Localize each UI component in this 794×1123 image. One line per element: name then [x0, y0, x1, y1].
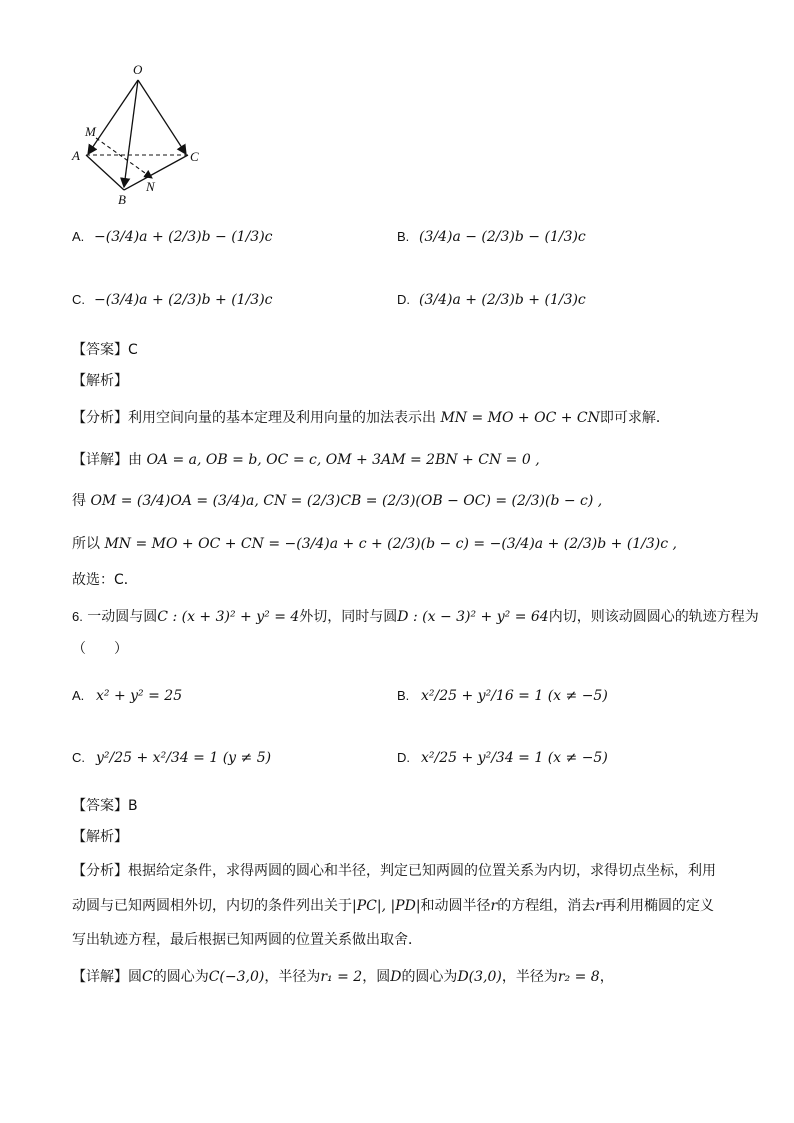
q6-detail-r2a: ，半径为 [501, 969, 558, 985]
q6-detail-r1: r₁ = 2 [320, 969, 363, 985]
q6-option-d-label: D. [397, 750, 410, 765]
q6-number: 6. [72, 609, 83, 624]
q6-option-c-label: C. [72, 750, 85, 765]
q6-fenxi-line3: 写出轨迹方程，最后根据已知两圆的位置关系做出取舍． [72, 932, 422, 948]
q6-fenxi-line2-formula: |PC|, |PD| [352, 898, 421, 914]
q5-fenxi-tag: 【分析】 [72, 410, 128, 426]
q5-option-b-label: B. [397, 229, 410, 244]
q6-stem-line1 [72, 606, 759, 626]
q6-detail-r1a: ，半径为 [264, 969, 321, 985]
edge-OC [138, 80, 186, 154]
q6-detail-d: D [390, 969, 402, 985]
tetrahedron-figure [66, 58, 216, 208]
q5-detail-line3-a: 所以 [72, 536, 100, 552]
q5-detail-line1 [72, 449, 540, 469]
q5-fenxi [72, 407, 670, 427]
q6-fenxi-line2 [72, 895, 714, 915]
q6-fenxi-line2-r: r [490, 898, 498, 914]
q5-analysis-tag: 【解析】 [72, 373, 128, 389]
q6-detail-c: C [142, 969, 153, 985]
q6-option-c-expr: y²/25 + x²/34 = 1 (y ≠ 5) [96, 750, 272, 766]
q6-detail-d1: ，圆 [362, 969, 391, 985]
q6-option-b-label: B. [397, 688, 410, 703]
q6-detail-d2: 的圆心为 [401, 969, 458, 985]
q5-option-b-expr: (3/4)a − (2/3)b − (1/3)c [419, 229, 586, 245]
q6-fenxi-line2-r2: r [595, 898, 602, 914]
q6-detail-tag: 【详解】 [72, 969, 128, 985]
q5-detail-tag: 【详解】 [72, 452, 128, 468]
q5-fenxi-formula: MN = MO + OC + CN [440, 410, 600, 426]
q6-detail-cc: C(−3,0) [208, 969, 265, 985]
label-A: A [72, 148, 80, 163]
q6-answer-value: B [128, 798, 138, 814]
tetrahedron-diagram [66, 58, 216, 208]
q5-detail-line3-formula: MN = MO + OC + CN = −(3/4)a + c + (2/3)(b − c) = −(3/4)a + (2/3)b + (1/3)c , [104, 536, 678, 552]
q6-fenxi-line2-d: 再利用椭圆的定义 [601, 898, 714, 914]
q6-option-b-expr: x²/25 + y²/16 = 1 (x ≠ −5) [421, 688, 608, 704]
q6-detail-a: 圆 [128, 969, 142, 985]
q6-stem-a: 一动圆与圆 [87, 609, 158, 625]
label-O: O [133, 62, 143, 77]
q6-option-a-label: A. [72, 688, 85, 703]
q5-option-c-label: C. [72, 292, 85, 307]
q6-detail-b: 的圆心为 [152, 969, 209, 985]
q5-choose: 故选：C． [72, 572, 138, 588]
q6-stem-b: 外切，同时与圆 [299, 609, 398, 625]
q6-detail-line [72, 966, 614, 986]
q6-stem-c: 内切，则该动圆圆心的轨迹方程为 [548, 609, 759, 625]
q5-option-a-label: A. [72, 229, 85, 244]
q6-fenxi-tag: 【分析】 [72, 863, 128, 879]
label-N: N [146, 179, 155, 194]
q5-option-d-expr: (3/4)a + (2/3)b + (1/3)c [419, 292, 586, 308]
q6-paren: （ ） [72, 641, 128, 657]
q6-analysis-tag: 【解析】 [72, 829, 128, 845]
label-M: M [85, 124, 96, 139]
label-C: C [190, 149, 199, 164]
q6-fenxi-line1 [72, 860, 716, 880]
q6-detail-end: ， [599, 969, 614, 985]
q6-detail-dc: D(3,0) [457, 969, 502, 985]
q5-detail-line2-a: 得 [72, 493, 86, 509]
q6-circle-d: D : (x − 3)² + y² = 64 [397, 609, 549, 625]
q5-detail-line1-formula: OA = a, OB = b, OC = c, OM + 3AM = 2BN + CN = 0 , [146, 452, 540, 468]
q6-fenxi-line2-b: 和动圆半径 [420, 898, 491, 914]
q6-answer [72, 795, 138, 815]
q5-answer-tag: 【答案】 [72, 342, 128, 358]
edge-OB [124, 80, 138, 187]
q6-circle-c: C : (x + 3)² + y² = 4 [157, 609, 300, 625]
q5-detail-line2-formula: OM = (3/4)OA = (3/4)a, CN = (2/3)CB = (2/3)(OB − OC) = (2/3)(b − c) , [90, 493, 603, 509]
label-B: B [118, 192, 126, 207]
q5-fenxi-text: 利用空间向量的基本定理及利用向量的加法表示出 [128, 410, 436, 426]
q6-detail-r2: r₂ = 8 [557, 969, 600, 985]
q6-option-a-expr: x² + y² = 25 [96, 688, 183, 704]
q6-option-d-expr: x²/25 + y²/34 = 1 (x ≠ −5) [421, 750, 608, 766]
q6-answer-tag: 【答案】 [72, 798, 128, 814]
q5-detail-line3 [72, 533, 677, 553]
q6-fenxi-line2-c: 的方程组，消去 [497, 898, 596, 914]
q5-option-c-expr: −(3/4)a + (2/3)b + (1/3)c [94, 292, 273, 308]
edge-OA [88, 80, 138, 154]
q5-answer [72, 339, 138, 359]
q5-answer-value: C [128, 342, 138, 358]
q5-option-d-label: D. [397, 292, 410, 307]
q6-fenxi-text1: 根据给定条件，求得两圆的圆心和半径，判定已知两圆的位置关系为内切，求得切点坐标，利用 [128, 863, 716, 879]
q5-option-a-expr: −(3/4)a + (2/3)b − (1/3)c [94, 229, 273, 245]
edge-AB [86, 155, 124, 190]
q5-detail-line2 [72, 490, 602, 510]
q5-detail-line1-a: 由 [128, 452, 142, 468]
edge-BC [124, 155, 188, 190]
q5-fenxi-end: 即可求解． [599, 410, 670, 426]
q6-fenxi-line2-a: 动圆与已知两圆相外切，内切的条件列出关于 [72, 898, 352, 914]
